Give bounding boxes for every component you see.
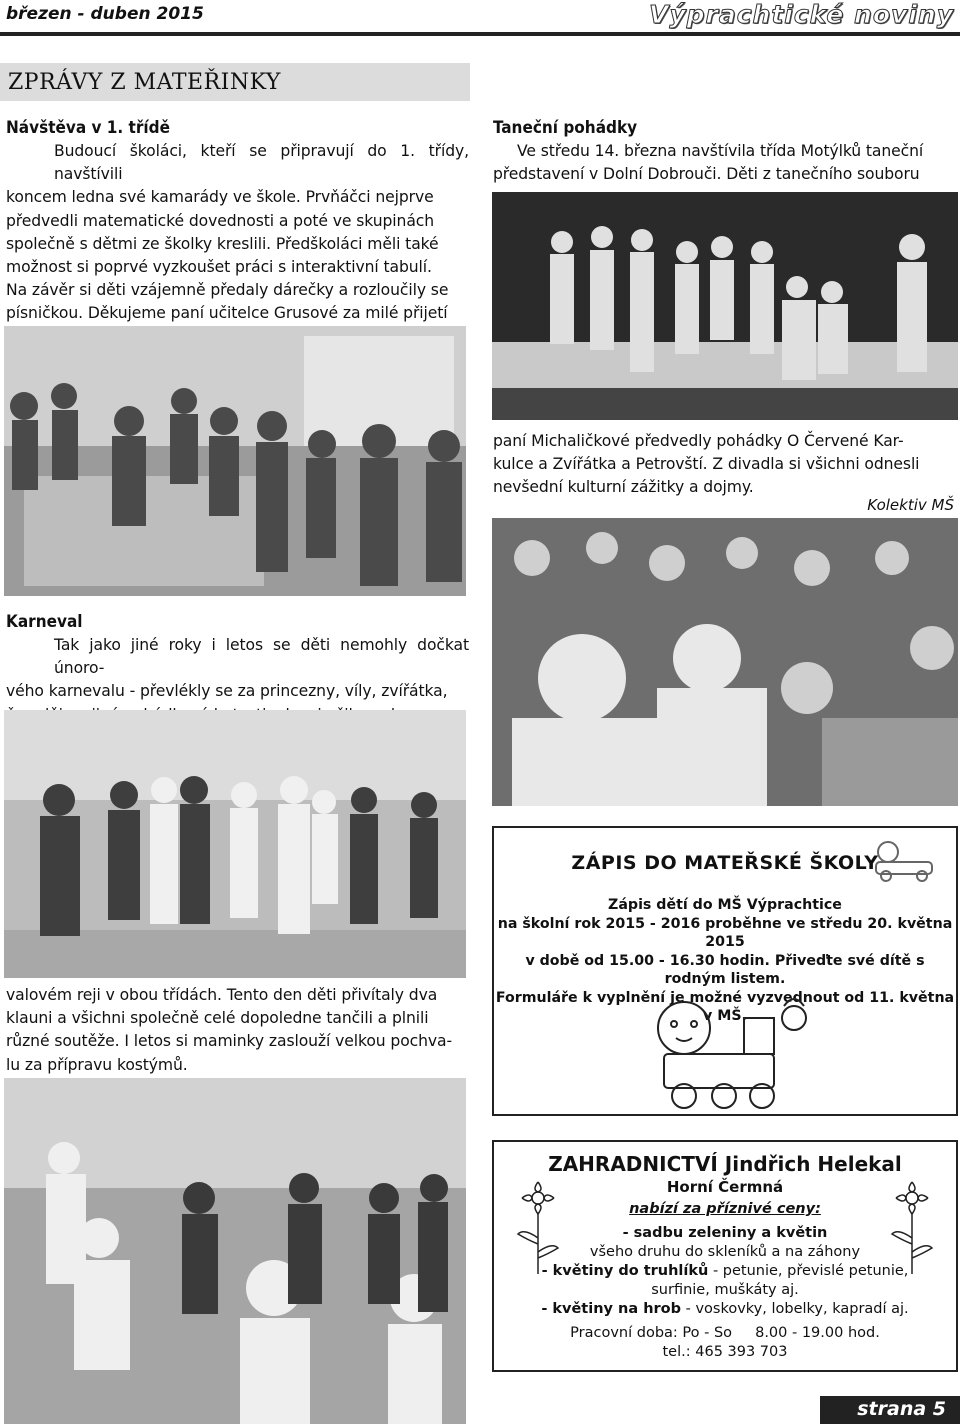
article3-signature: Kolektiv MŠ — [867, 496, 954, 514]
garden-phone: tel.: 465 393 703 — [662, 1344, 788, 1360]
enrollment-title: ZÁPIS DO MATEŘSKÉ ŠKOLY — [571, 852, 879, 874]
flower-icon-left — [508, 1178, 568, 1278]
article2-line: lu za přípravu kostýmů. — [6, 1055, 188, 1074]
article1-line: předvedli matematické dovednosti a poté ve skupinách — [6, 211, 435, 230]
garden-center-ad — [492, 1140, 958, 1372]
garden-item3-bold: - květiny na hrob — [541, 1301, 682, 1317]
article2-line: vého karnevalu - převlékly se za princezny, víly, zvířátka, — [6, 682, 448, 701]
garden-item2-cont: surfinie, muškáty aj. — [651, 1282, 799, 1298]
classroom-visit-photo — [4, 326, 466, 596]
article3-line: představení v Dolní Dobrouči. Děti z tanečního souboru — [493, 165, 920, 184]
article2-line: různé soutěže. I letos si maminky zaslouží velkou pochva- — [6, 1032, 453, 1051]
article2-heading: Karneval — [6, 612, 83, 632]
article1-line: Na závěr si děti vzájemně předaly dárečky a rozloučily se — [6, 281, 449, 300]
header-rule — [0, 32, 960, 36]
issue-date: březen - duben 2015 — [6, 4, 204, 24]
enrollment-line: na školní rok 2015 - 2016 proběhne ve středu 20. května 2015 — [497, 915, 953, 950]
enrollment-notice — [492, 826, 958, 1116]
article1-line: písničkou. Děkujeme paní učitelce Grusové za milé přijetí — [6, 304, 448, 323]
article1-heading: Návštěva v 1. třídě — [6, 118, 170, 138]
article3-line: Ve středu 14. března navštívila třída Motýlků taneční — [517, 142, 924, 160]
enrollment-line: v době od 15.00 - 16.30 hodin. Přiveďte své dítě s rodným listem. — [525, 952, 925, 987]
garden-subtitle: Horní Čermná — [666, 1178, 784, 1196]
article1-line: společně s dětmi ze školky kreslili. Předškoláci měli také — [6, 234, 439, 253]
article2-line: Tak jako jiné roky i letos se děti nemohly dočkat únoro- — [54, 636, 469, 678]
article2-line: klauni a všichni společně celé dopoledne tančili a plnili — [6, 1009, 429, 1028]
audience-children-photo — [492, 518, 958, 806]
article3-line: kulce a Zvířátka a Petrovští. Z divadla si všichni odnesli — [493, 455, 920, 474]
article2-line: valovém reji v obou třídách. Tento den děti přivítaly dva — [6, 986, 438, 1004]
article3-line: nevšední kulturní zážitky a dojmy. — [493, 478, 754, 497]
train-teddy-illustration — [644, 988, 814, 1112]
article1-line: Budoucí školáci, kteří se připravují do 1. třídy, navštívili — [54, 142, 469, 184]
section-title: ZPRÁVY Z MATEŘINKY — [8, 70, 281, 95]
garden-item1: - sadbu zeleniny a květin — [622, 1225, 828, 1241]
teddy-car-icon — [868, 838, 938, 882]
garden-item2-desc: - petunie, převislé petunie, — [708, 1263, 909, 1279]
article3-text-top — [493, 140, 956, 186]
enrollment-line: Zápis dětí do MŠ Výprachtice — [608, 897, 842, 913]
garden-offer: nabízí za příznivé ceny: — [629, 1201, 821, 1217]
carnival-photo-1 — [4, 710, 466, 978]
article3-line: paní Michaličkové předvedly pohádky O Červené Kar- — [493, 432, 904, 450]
flower-icon-right — [882, 1178, 942, 1278]
garden-title: ZAHRADNICTVÍ Jindřich Helekal — [548, 1152, 902, 1176]
garden-hours: Pracovní doba: Po - So 8.00 - 19.00 hod. — [570, 1325, 880, 1341]
dance-performance-photo — [492, 192, 958, 420]
newspaper-title: Výprachtické noviny — [648, 0, 954, 29]
article3-heading: Taneční pohádky — [493, 118, 638, 138]
garden-item3 — [494, 1300, 956, 1319]
garden-item2-bold: - květiny do truhlíků — [541, 1263, 709, 1279]
article1-text — [6, 140, 469, 349]
enrollment-line: Formuláře k vyplnění je možné vyzvednout od 11. května v MŠ. — [495, 989, 955, 1024]
carnival-photo-2 — [4, 1078, 466, 1424]
article3-text-bottom — [493, 430, 956, 500]
page-number: strana 5 — [857, 1398, 946, 1420]
article1-line: možnost si poprvé vyzkoušet práci s interaktivní tabulí. — [6, 258, 432, 277]
garden-item1-desc: všeho druhu do skleníků a na záhony — [589, 1244, 861, 1260]
garden-item3-desc: - voskovky, lobelky, kapradí aj. — [681, 1301, 909, 1317]
article2-text-bottom — [6, 984, 469, 1077]
article1-line: koncem ledna své kamarády ve škole. Prvňáčci nejprve — [6, 188, 434, 207]
